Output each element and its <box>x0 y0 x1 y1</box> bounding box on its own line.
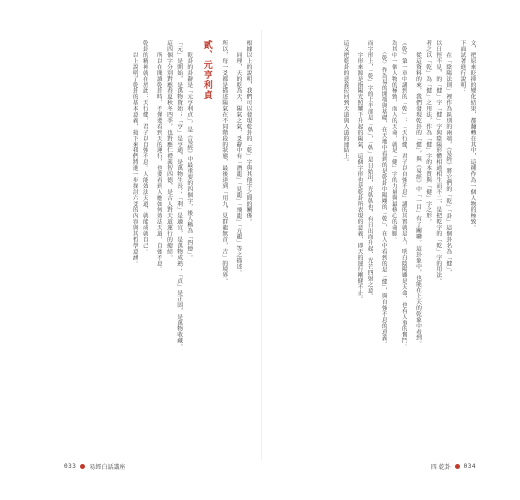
text-column: 同理，天的乾為天，陽氣之氣，爻辭中有「潛龍」「見龍」「飛龍」「亢龍」等之描述。 <box>234 51 241 276</box>
text-column: 《乾》第一章中講到的「乾」：「天行健，君子以自強不息」講的其實就是人，明白陰陽雖是天命，也有人事的奮鬥。 <box>400 40 407 350</box>
text-column: 〈乾〉作為易的開端與基礎，在天地中看到的是乾卦中陽剛的「乾」，在人中看到的是「健」，與自強不息的意義。 <box>380 51 387 347</box>
left-page <box>62 40 252 450</box>
running-title: 易經白話講座 <box>89 464 126 471</box>
text-column: 乾卦的卦辭是「元亨利貞」，是《易經》中最重要的四個字，後人稱為「四德」。 <box>185 51 192 261</box>
text-column: 以日徑不見，的「健」字「健」字與陰陽形體相通相生而不二，是把乾字的「乾」字的用法。 <box>434 40 441 284</box>
text-column: 為其中一個人物的極致，而人的天命，就是「健」字的力量與最核心的命脈。 <box>390 40 397 243</box>
section-heading: 貳、元亨利貞 <box>201 40 212 100</box>
text-column: 乾卦的精神就在於此：天行健，君子以自強不息。人能效法天道，就能成就自己。 <box>141 40 148 255</box>
right-footer <box>431 462 476 471</box>
page-number: 033 <box>64 463 77 470</box>
right-page <box>272 40 476 450</box>
text-column: 從這資料的來，我們發現乾卦的「健」，與《易經》中「一目」有了關聯。這卦象中，也能在上天的乾象中看到。 <box>414 51 421 347</box>
text-column: 文，把原來貶抑的變化結果，都翻轉在其中，這種作為一個人物的極致。 <box>469 40 475 231</box>
text-column: 所以在閱讀乾卦時，不僅要看到天的運行，也要看到人應如何效法天道，自強不息。 <box>155 51 162 273</box>
text-column: 者之以「乾」為「健」之用法，作為「健」字的本質與「健」字之形。 <box>424 40 431 225</box>
text-column: 在「陰陽法則」裡作為區別的兩端，《易經》將它們的「乾」「卦」這個卦名為「健」， <box>444 51 451 276</box>
text-column: 字形來源是指陽光照耀下升起的陽氣，這個字形也是乾卦所表現的意義，即天的運行剛健不止。 <box>356 51 363 302</box>
text-column: 根據以上的說明，我們可以發現乾卦的「乾」字與其他字之間的關係。 <box>245 40 251 225</box>
page-number: 034 <box>463 463 476 470</box>
text-column: 以上說明了乾卦的基本意義，接下來我們將進一步探討六爻的內容與其哲學意涵。 <box>131 51 138 267</box>
bullet-dot-icon <box>80 464 85 469</box>
text-column: 這又把乾卦的意義拉回到天道與人道的連結上。 <box>341 40 348 165</box>
text-column: 下面試著進行說明： <box>458 40 465 94</box>
text-column: 而字形上，「乾」字的上半部是「倝」，「倝」是日始出，光倝倝也，有日出而升起、光芒四射之意。 <box>366 40 373 300</box>
running-title: 四 乾卦 <box>430 464 451 471</box>
text-column: 「元」是開始，是萬物資始；「亨」是亨通，是萬物生長；「利」是適宜，是萬物成熟；「貞」是正固，是萬物收藏。 <box>175 40 182 350</box>
text-column: 這四個字分別對應春夏秋冬四季，也對應仁禮義智四德，是古人對天道運行的總結。 <box>165 40 172 261</box>
text-column: 所以，每一爻都是描述陽氣在不同階段的狀態，最後達到「用九，見群龍無首，吉」的境界。 <box>220 40 227 284</box>
page-gutter <box>261 30 262 460</box>
bullet-dot-icon <box>455 464 460 469</box>
left-footer <box>64 462 125 471</box>
